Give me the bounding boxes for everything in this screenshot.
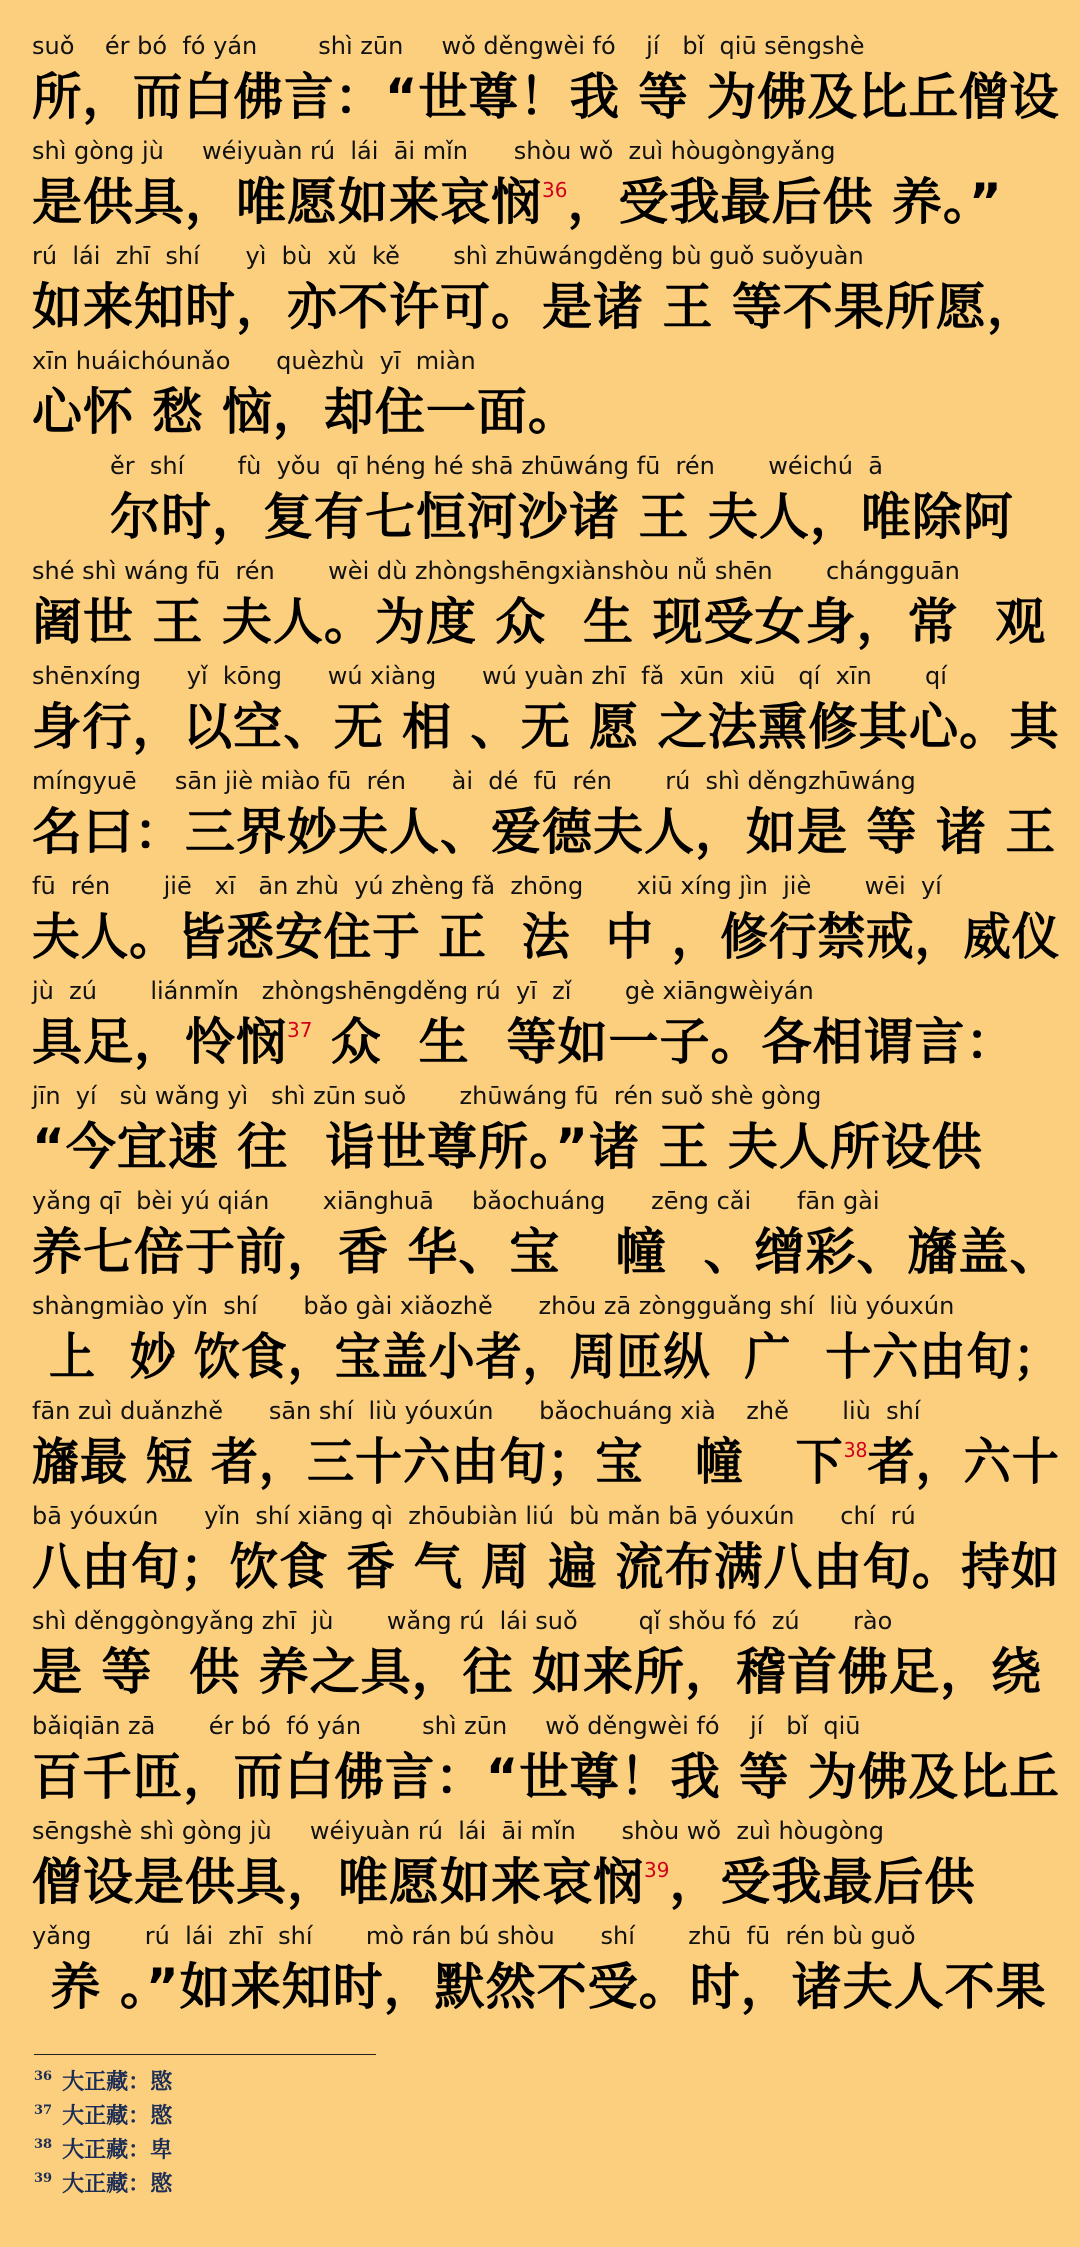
text-line bbox=[0, 343, 1080, 448]
hanzi-text: 僧设是供具，唯愿如来哀悯 bbox=[32, 1853, 644, 1911]
hanzi-text: 夫人。皆悉安住于 正 法 中 ，修行禁戒，威仪 bbox=[32, 908, 1061, 966]
pinyin-line: suǒ ér bó fó yán shì zūn wǒ děngwèi fó jí bǐ qiū sēngshè bbox=[32, 32, 865, 60]
hanzi-text: “今宜速 往 诣世尊所。”诸 王 夫人所设供 bbox=[32, 1118, 983, 1176]
hanzi-line bbox=[110, 484, 1014, 550]
hanzi-text: 者，六十 bbox=[867, 1433, 1060, 1491]
footnote-item bbox=[34, 2166, 172, 2202]
pinyin-line: jīn yí sù wǎng yì shì zūn suǒ zhūwáng fū rén suǒ shè gòng bbox=[32, 1082, 822, 1110]
pinyin-line: bā yóuxún yǐn shí xiāng qì zhōubiàn liú bù mǎn bā yóuxún chí rú bbox=[32, 1502, 916, 1530]
hanzi-text: 养 。”如来知时，默然不受。时，诸夫人不果 bbox=[32, 1958, 1047, 2016]
text-line bbox=[0, 238, 1080, 343]
text-line bbox=[0, 1918, 1080, 2023]
hanzi-line bbox=[32, 1219, 1060, 1285]
footnote-marker[interactable]: 37 bbox=[287, 1018, 313, 1042]
hanzi-line bbox=[32, 274, 1038, 340]
pinyin-line: xīn huáichóunǎo quèzhù yī miàn bbox=[32, 347, 476, 375]
footnote-item bbox=[34, 2064, 172, 2100]
footnote-marker[interactable]: 36 bbox=[542, 178, 568, 202]
pinyin-line: míngyuē sān jiè miào fū rén ài dé fū rén rú shì děngzhūwáng bbox=[32, 767, 916, 795]
hanzi-text: ，受我最后供 养。” bbox=[567, 173, 1003, 231]
hanzi-text: 是供具，唯愿如来哀悯 bbox=[32, 173, 542, 231]
hanzi-line bbox=[32, 1324, 1060, 1390]
text-line bbox=[0, 1183, 1080, 1288]
text-line bbox=[0, 133, 1080, 238]
text-line bbox=[0, 553, 1080, 658]
hanzi-line bbox=[32, 1534, 1060, 1600]
text-line bbox=[0, 28, 1080, 133]
footnote-text: 大正藏：愍 bbox=[62, 2069, 173, 2095]
pinyin-line: shì gòng jù wéiyuàn rú lái āi mǐn shòu wǒ zuì hòugòngyǎng bbox=[32, 137, 836, 165]
text-line bbox=[0, 1078, 1080, 1183]
hanzi-line bbox=[32, 64, 1060, 130]
footnote-marker[interactable]: 39 bbox=[644, 1858, 670, 1882]
text-line bbox=[0, 1813, 1080, 1918]
footnote-marker[interactable]: 38 bbox=[843, 1438, 868, 1462]
text-line bbox=[0, 1603, 1080, 1708]
hanzi-line bbox=[32, 1744, 1060, 1810]
hanzi-line bbox=[32, 1114, 983, 1180]
text-line bbox=[0, 1708, 1080, 1813]
hanzi-text: 阇世 王 夫人。为度 众 生 现受女身，常 观 bbox=[32, 593, 1047, 651]
text-line bbox=[0, 763, 1080, 868]
pinyin-line: fū rén jiē xī ān zhù yú zhèng fǎ zhōng xiū xíng jìn jiè wēi yí bbox=[32, 872, 942, 900]
hanzi-line bbox=[32, 1954, 1047, 2020]
pinyin-line: shēnxíng yǐ kōng wú xiàng wú yuàn zhī fǎ xūn xiū qí xīn qí bbox=[32, 662, 947, 690]
pinyin-line: shì děnggòngyǎng zhī jù wǎng rú lái suǒ qǐ shǒu fó zú rào bbox=[32, 1607, 893, 1635]
text-line bbox=[0, 868, 1080, 973]
hanzi-text: 尔时，复有七恒河沙诸 王 夫人，唯除阿 bbox=[110, 488, 1014, 546]
footnote-divider bbox=[34, 2054, 376, 2055]
hanzi-line bbox=[32, 379, 579, 445]
footnote-number: 36 bbox=[34, 2069, 53, 2084]
hanzi-text: 身行，以空、无 相 、无 愿 之法熏修其心。其 bbox=[32, 698, 1060, 756]
hanzi-text: 八由旬；饮食 香 气 周 遍 流布满八由旬。持如 bbox=[32, 1538, 1061, 1596]
pinyin-line: ěr shí fù yǒu qī héng hé shā zhūwáng fū rén wéichú ā bbox=[110, 452, 883, 480]
text-line bbox=[0, 658, 1080, 763]
text-line bbox=[0, 1288, 1080, 1393]
hanzi-text: 养七倍于前，香 华、宝 幢 、缯彩、旛盖、 bbox=[32, 1223, 1061, 1281]
hanzi-line bbox=[32, 1009, 1017, 1075]
footnote-item bbox=[34, 2098, 172, 2134]
hanzi-text: 心怀 愁 恼，却住一面。 bbox=[32, 383, 579, 441]
text-line bbox=[0, 448, 1080, 553]
hanzi-line bbox=[32, 1849, 975, 1915]
footnote-number: 38 bbox=[34, 2137, 53, 2152]
hanzi-line bbox=[32, 169, 1003, 235]
footnote-number: 37 bbox=[34, 2103, 53, 2118]
pinyin-line: yǎng rú lái zhī shí mò rán bú shòu shí zhū fū rén bù guǒ bbox=[32, 1922, 916, 1950]
pinyin-line: sēngshè shì gòng jù wéiyuàn rú lái āi mǐn shòu wǒ zuì hòugòng bbox=[32, 1817, 884, 1845]
hanzi-line bbox=[32, 1429, 1060, 1495]
pinyin-line: yǎng qī bèi yú qián xiānghuā bǎochuáng zēng cǎi fān gài bbox=[32, 1187, 880, 1215]
hanzi-text: ，受我最后供 bbox=[669, 1853, 976, 1911]
footnote-item bbox=[34, 2132, 172, 2168]
hanzi-text: 名曰：三界妙夫人、爱德夫人，如是 等 诸 王 bbox=[32, 803, 1057, 861]
hanzi-line bbox=[32, 1639, 1042, 1705]
hanzi-text: 上 妙 饮食，宝盖小者，周匝纵 广 十六由旬； bbox=[32, 1328, 1061, 1386]
text-line bbox=[0, 1498, 1080, 1603]
hanzi-line bbox=[32, 904, 1060, 970]
hanzi-text: 旛最 短 者，三十六由旬；宝 幢 下 bbox=[32, 1433, 844, 1491]
pinyin-line: bǎiqiān zā ér bó fó yán shì zūn wǒ děngwèi fó jí bǐ qiū bbox=[32, 1712, 861, 1740]
hanzi-text: 如来知时，亦不许可。是诸 王 等不果所愿， bbox=[32, 278, 1038, 336]
footnote-number: 39 bbox=[34, 2171, 53, 2186]
pinyin-line: shé shì wáng fū rén wèi dù zhòngshēngxiànshòu nǚ shēn chángguān bbox=[32, 557, 960, 585]
hanzi-text: 众 生 等如一子。各相谓言： bbox=[312, 1013, 1017, 1071]
hanzi-line bbox=[32, 799, 1056, 865]
pinyin-line: shàngmiào yǐn shí bǎo gài xiǎozhě zhōu zā zòngguǎng shí liù yóuxún bbox=[32, 1292, 955, 1320]
footnote-text: 大正藏：卑 bbox=[62, 2137, 173, 2163]
pinyin-line: jù zú liánmǐn zhòngshēngděng rú yī zǐ gè xiāngwèiyán bbox=[32, 977, 814, 1005]
pinyin-line: rú lái zhī shí yì bù xǔ kě shì zhūwángděng bù guǒ suǒyuàn bbox=[32, 242, 864, 270]
hanzi-text: 是 等 供 养之具，往 如来所，稽首佛足，绕 bbox=[32, 1643, 1043, 1701]
pinyin-line: fān zuì duǎnzhě sān shí liù yóuxún bǎochuáng xià zhě liù shí bbox=[32, 1397, 921, 1425]
hanzi-line bbox=[32, 589, 1046, 655]
text-line bbox=[0, 973, 1080, 1078]
hanzi-line bbox=[32, 694, 1060, 760]
hanzi-text: 百千匝，而白佛言：“世尊！我 等 为佛及比丘 bbox=[32, 1748, 1060, 1806]
text-line bbox=[0, 1393, 1080, 1498]
hanzi-text: 所，而白佛言：“世尊！我 等 为佛及比丘僧设 bbox=[32, 68, 1060, 126]
hanzi-text: 具足，怜悯 bbox=[32, 1013, 287, 1071]
footnote-text: 大正藏：愍 bbox=[62, 2103, 173, 2129]
footnote-text: 大正藏：愍 bbox=[62, 2171, 173, 2197]
